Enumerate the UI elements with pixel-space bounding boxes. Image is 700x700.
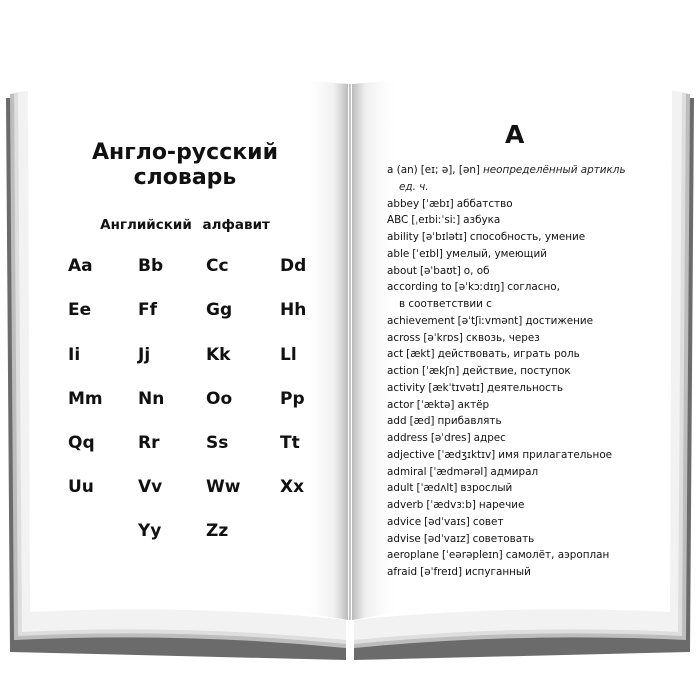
dictionary-entry	[387, 564, 639, 581]
alphabet-letter: Dd	[280, 256, 307, 276]
entry-transcription: [ækt]	[406, 348, 435, 361]
entry-word: activity	[387, 381, 426, 394]
entry-transcription: [əˈtʃiːvmənt]	[457, 314, 523, 327]
entry-word: action	[387, 365, 419, 377]
dictionary-entry	[387, 397, 639, 414]
entry-word: across	[387, 331, 421, 344]
title-line: Англо-русский	[91, 140, 278, 165]
alphabet-letter: Ll	[280, 345, 297, 365]
page-title	[60, 140, 310, 190]
alphabet-letter: Ff	[138, 300, 158, 320]
alphabet-letter: Zz	[206, 521, 229, 541]
entry-word: about	[387, 264, 417, 277]
entry-translation: прибавлять	[437, 415, 502, 428]
dictionary-entry	[387, 531, 639, 548]
dictionary-entry	[387, 514, 639, 531]
alphabet-letter: Jj	[138, 345, 151, 365]
dictionary-entry	[387, 313, 639, 330]
alphabet-heading: Английский алфавит	[100, 217, 270, 233]
entry-transcription: [əˈbɪlətɪ]	[421, 231, 467, 243]
alphabet-letter: Mm	[68, 389, 103, 409]
entry-transcription: [ˈeɪbl]	[412, 247, 443, 260]
entry-translation: совет	[472, 515, 504, 528]
entry-transcription: [ˈeərəpleɪn]	[442, 549, 503, 562]
entry-translation: наречие	[478, 499, 525, 511]
entry-word: adjective	[387, 448, 435, 461]
alphabet-letter: Xx	[280, 477, 305, 497]
entry-translation: достижение	[525, 314, 594, 327]
entry-translation: самолёт, аэроплан	[505, 549, 610, 562]
alphabet-letter: Ii	[68, 345, 81, 365]
alphabet-letter: Ee	[68, 300, 92, 320]
entry-translation: аббатство	[456, 197, 513, 210]
entry-translation: о, об	[463, 264, 490, 277]
entry-transcription: [ədˈvaɪz]	[423, 532, 470, 545]
entry-transcription: [əˈkrɒs]	[423, 331, 463, 344]
entry-word: actor	[387, 398, 414, 411]
dictionary-entry	[387, 296, 639, 313]
entry-transcription: [ədˈvaɪs]	[424, 515, 470, 528]
dictionary-entry	[387, 480, 639, 497]
dictionary-entry	[387, 346, 639, 363]
alphabet-letter: Uu	[68, 477, 94, 497]
alphabet-letter: Rr	[138, 433, 160, 453]
entry-word: add	[387, 415, 407, 428]
entry-translation: действовать, играть роль	[437, 348, 580, 361]
entry-word: admiral	[387, 465, 427, 478]
entry-word: a (an)	[387, 164, 418, 176]
dictionary-entry	[387, 380, 639, 397]
entry-continuation: в соответствии с	[399, 298, 492, 310]
entry-translation: адрес	[473, 432, 506, 444]
entry-transcription: [ˈædvɜːb]	[426, 499, 476, 511]
entry-transcription: [əˈfreɪd]	[420, 566, 463, 578]
alphabet-letter: Ww	[206, 477, 241, 497]
alphabet-letter: Cc	[206, 256, 229, 276]
alphabet-letter: Yy	[138, 521, 162, 541]
entry-word: address	[387, 432, 428, 444]
entry-transcription: [ˈækʃn]	[421, 365, 460, 377]
alphabet-letter: Ss	[206, 433, 229, 453]
entry-word: ability	[387, 231, 419, 243]
entry-translation: способность, умение	[469, 231, 586, 243]
dictionary-entry	[387, 547, 639, 564]
alphabet-letter: Hh	[280, 300, 307, 320]
entry-word: act	[387, 348, 404, 361]
entry-translation: адмирал	[490, 465, 539, 478]
entry-translation: умелый, умеющий	[445, 247, 547, 260]
alphabet-letter: Kk	[206, 345, 231, 365]
alphabet-letter: Qq	[68, 433, 95, 453]
dictionary-entry	[387, 263, 639, 280]
dictionary-entry	[387, 363, 639, 380]
dictionary-entry	[387, 464, 639, 481]
alphabet-letter: Tt	[280, 433, 300, 453]
entry-transcription: [ˈædʌlt]	[416, 482, 458, 495]
entry-transcription: [ˈæktə]	[416, 398, 455, 411]
entry-transcription: [əˈbaʊt]	[419, 264, 461, 277]
dictionary-entry	[387, 447, 639, 464]
alphabet-letter: Pp	[280, 389, 305, 409]
entry-word: able	[387, 247, 410, 260]
dictionary-entry	[387, 497, 639, 514]
dictionary-entry	[387, 162, 639, 179]
dictionary-entry	[387, 279, 639, 296]
entry-transcription: [eɪ; ə], [ən]	[420, 164, 480, 176]
entry-translation: сквозь, через	[465, 331, 540, 344]
entry-word: according to	[387, 281, 452, 294]
entry-transcription: [ˈædmərəl]	[429, 465, 488, 478]
entry-translation: азбука	[463, 214, 501, 227]
entry-translation: имя прилагательное	[498, 448, 613, 461]
entry-translation: неопределённый артикль	[482, 164, 626, 176]
dictionary-entry	[387, 246, 639, 263]
entry-translation: взрослый	[460, 482, 513, 495]
dictionary-entry	[387, 229, 639, 246]
entry-transcription: [əˈkɔːdɪŋ]	[454, 281, 505, 294]
entry-translation: испуганный	[465, 566, 531, 578]
dictionary-entries	[387, 162, 639, 581]
entry-word: ABC	[387, 214, 409, 227]
entry-word: adverb	[387, 499, 424, 511]
entry-translation: советовать	[472, 532, 535, 545]
alphabet-letter: Nn	[138, 389, 165, 409]
entry-word: achievement	[387, 314, 455, 327]
entry-transcription: [ˈædʒɪktɪv]	[437, 448, 496, 461]
entry-word: aeroplane	[387, 549, 439, 562]
alphabet-letter: Gg	[206, 300, 233, 320]
entry-translation: согласно,	[507, 281, 560, 294]
title-line: словарь	[133, 165, 237, 190]
entry-transcription: [æd]	[409, 415, 435, 428]
section-letter: A	[505, 120, 525, 149]
entry-translation: действие, поступок	[462, 365, 571, 377]
alphabet-letter: Aa	[68, 256, 93, 276]
dictionary-entry	[387, 430, 639, 447]
entry-continuation: ед. ч.	[399, 180, 429, 193]
entry-transcription: [ˈæbɪ]	[422, 197, 454, 210]
alphabet-letter: Bb	[138, 256, 164, 276]
entry-word: advice	[387, 515, 422, 528]
alphabet-letter: Oo	[206, 389, 233, 409]
entry-translation: актёр	[457, 398, 490, 411]
entry-transcription: [ækˈtɪvətɪ]	[428, 381, 484, 394]
dictionary-entry	[387, 179, 639, 196]
entry-word: adult	[387, 482, 414, 495]
entry-word: afraid	[387, 566, 418, 578]
entry-translation: деятельность	[486, 381, 563, 394]
dictionary-entry	[387, 413, 639, 430]
entry-word: advise	[387, 532, 421, 545]
alphabet-letter: Vv	[138, 477, 163, 497]
dictionary-entry	[387, 196, 639, 213]
dictionary-entry	[387, 330, 639, 347]
dictionary-entry	[387, 212, 639, 229]
entry-transcription: [ˌeɪbiːˈsiː]	[411, 214, 461, 227]
entry-transcription: [əˈdres]	[430, 432, 471, 444]
entry-word: abbey	[387, 197, 420, 210]
